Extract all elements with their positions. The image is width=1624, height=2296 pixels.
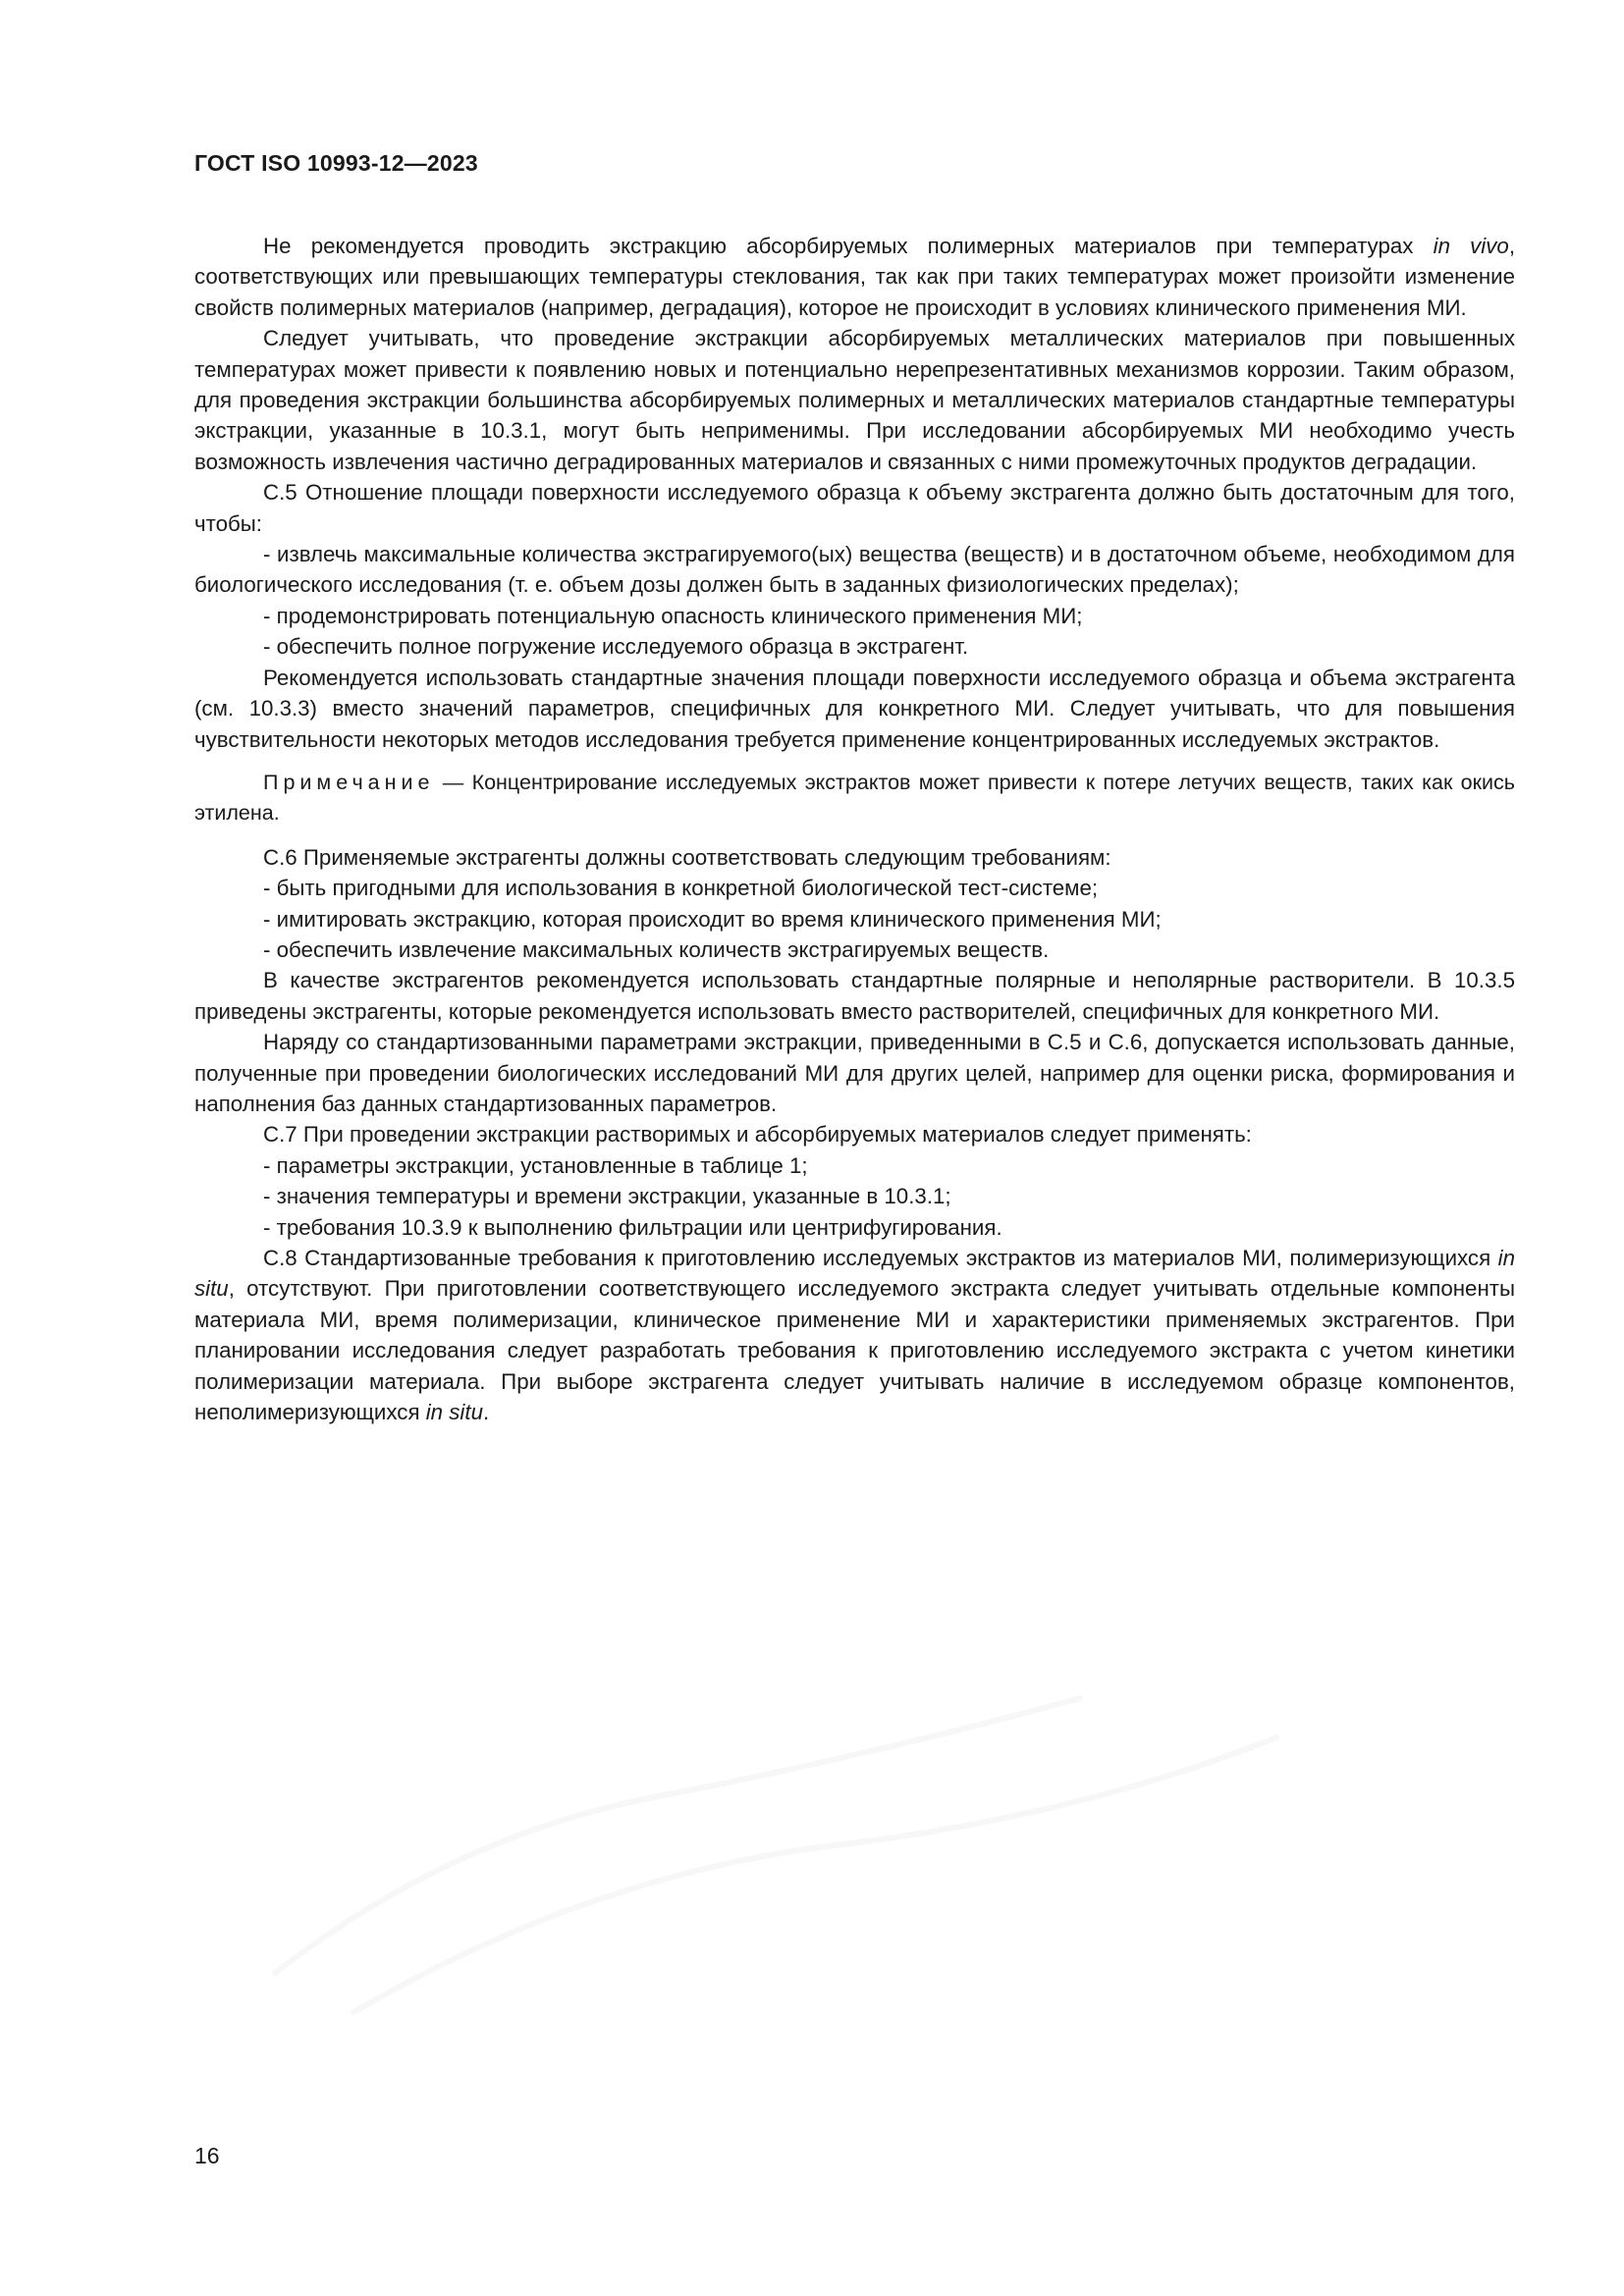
list-item: - значения температуры и времени экстракции, указанные в 10.3.1; — [263, 1184, 951, 1209]
list-item: - продемонстрировать потенциальную опасность клинического применения МИ; — [263, 603, 1083, 628]
list-item: - требования 10.3.9 к выполнению фильтрации или центрифугирования. — [263, 1214, 1002, 1240]
paragraph: Не рекомендуется проводить экстракцию абсорбируемых полимерных материалов при температурах in vivo, соответствующих или превышающих температуры стеклования, так как при таких температурах может произойти изменение свойств полимерных материалов (например, деградация), которое не происходит в условиях клинического применения МИ. — [194, 234, 1516, 320]
list-item: - быть пригодными для использования в конкретной биологической тест-системе; — [263, 876, 1099, 901]
list-item: - имитировать экстракцию, которая происходит во время клинического применения МИ; — [263, 906, 1162, 932]
note-text: — Концентрирование исследуемых экстрактов может привести к потере летучих веществ, таких как окись этилена. — [194, 770, 1515, 826]
paragraph: Наряду со стандартизованными параметрами экстракции, приведенными в С.5 и С.6, допускается использовать данные, полученные при проведении биологических исследований МИ для других целей, например для оценки риска, формирования и наполнения баз данных стандартизованных параметров. — [194, 1030, 1515, 1116]
document-body — [194, 231, 1515, 1427]
paragraph: В качестве экстрагентов рекомендуется использовать стандартные полярные и неполярные растворители. В 10.3.5 приведены экстрагенты, которые рекомендуется использовать вместо растворителей, специфичных для конкретного МИ. — [194, 968, 1515, 1024]
page-number: 16 — [194, 2143, 220, 2168]
paragraph: Следует учитывать, что проведение экстракции абсорбируемых металлических материалов при повышенных температурах может привести к появлению новых и потенциально нерепрезентативных механизмов коррозии. Таким образом, для проведения экстракции большинства абсорбируемых полимерных и металлических материалов стандартные температуры экстракции, указанные в 10.3.1, могут быть неприменимы. При исследовании абсорбируемых МИ необходимо учесть возможность извлечения частично деградированных материалов и связанных с ними промежуточных продуктов деградации. — [194, 326, 1515, 474]
note — [194, 768, 1515, 829]
list-item: - параметры экстракции, установленные в таблице 1; — [263, 1152, 808, 1178]
document-header: ГОСТ ISO 10993-12—2023 — [194, 150, 478, 176]
clause-c7: С.7 При проведении экстракции растворимых и абсорбируемых материалов следует применять: — [263, 1122, 1252, 1148]
paragraph: Рекомендуется использовать стандартные значения площади поверхности исследуемого образца и объема экстрагента (см. 10.3.3) вместо значений параметров, специфичных для конкретного МИ. Следует учитывать, что для повышения чувствительности некоторых методов исследования требуется применение концентрированных исследуемых экстрактов. — [194, 665, 1515, 752]
faint-watermark — [236, 1620, 1316, 2032]
list-item: - извлечь максимальные количества экстрагируемого(ых) вещества (веществ) и в достаточном объеме, необходимом для биологического исследования (т. е. объем дозы должен быть в заданных физиологических пределах); — [194, 542, 1515, 598]
list-item: - обеспечить полное погружение исследуемого образца в экстрагент. — [263, 634, 969, 660]
clause-c6: С.6 Применяемые экстрагенты должны соответствовать следующим требованиям: — [263, 844, 1111, 870]
note-label: Примечание — [263, 770, 435, 794]
list-item: - обеспечить извлечение максимальных количеств экстрагируемых веществ. — [263, 936, 1050, 962]
clause-c5: С.5 Отношение площади поверхности исследуемого образца к объему экстрагента должно быть достаточным для того, чтобы: — [194, 480, 1515, 536]
clause-c8: С.8 Стандартизованные требования к приготовлению исследуемых экстрактов из материалов МИ, полимеризующихся in situ, отсутствуют. При приготовлении соответствующего исследуемого экстракта следует учитывать отдельные компоненты материала МИ, время полимеризации, клиническое применение МИ и характеристики применяемых экстрагентов. При планировании исследования следует разработать требования к приготовлению исследуемого экстракта с учетом кинетики полимеризации материала. При выборе экстрагента следует учитывать наличие в исследуемом образце компонентов, неполимеризующихся in situ. — [194, 1246, 1515, 1425]
